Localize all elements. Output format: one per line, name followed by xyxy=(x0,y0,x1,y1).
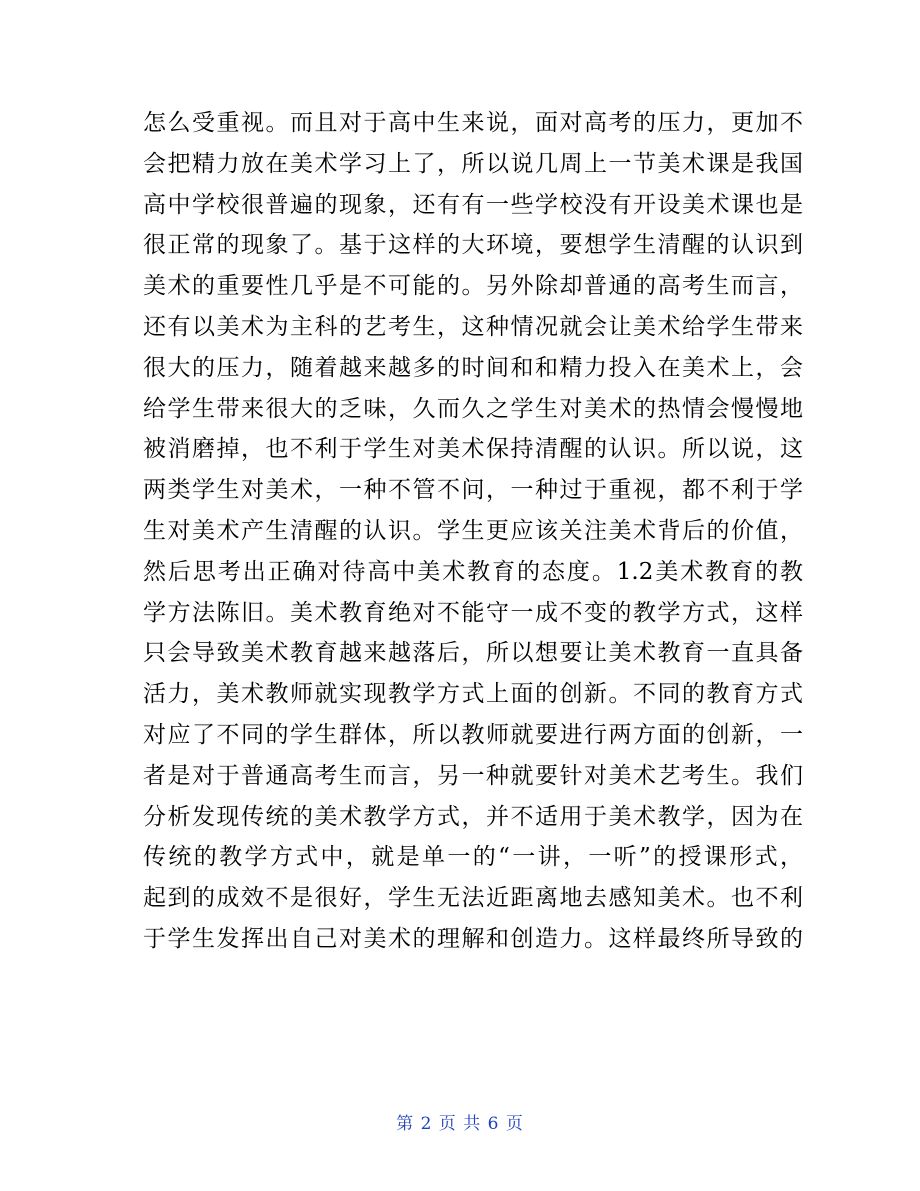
text-line: 美术的重要性几乎是不可能的。另外除却普通的高考生而言， xyxy=(143,273,803,300)
text-line: 还有以美术为主科的艺考生，这种情况就会让美术给学生带来 xyxy=(143,313,803,340)
text-line: 两类学生对美术，一种不管不问，一种过于重视，都不利于学 xyxy=(143,477,803,504)
text-line: 很大的压力，随着越来越多的时间和和精力投入在美术上，会 xyxy=(143,354,803,381)
text-line: 于学生发挥出自己对美术的理解和创造力。这样最终所导致的 xyxy=(143,925,803,952)
text-line: 高中学校很普遍的现象，还有有一些学校没有开设美术课也是 xyxy=(143,191,803,218)
text-line: 学方法陈旧。美术教育绝对不能守一成不变的教学方式，这样 xyxy=(143,599,803,626)
text-line: 活力，美术教师就实现教学方式上面的创新。不同的教育方式 xyxy=(143,681,803,708)
text-line: 传统的教学方式中，就是单一的“一讲，一听”的授课形式， xyxy=(143,844,803,871)
text-line: 很正常的现象了。基于这样的大环境，要想学生清醒的认识到 xyxy=(143,232,803,259)
text-line: 怎么受重视。而且对于高中生来说，面对高考的压力，更加不 xyxy=(143,110,803,136)
text-line: 给学生带来很大的乏味，久而久之学生对美术的热情会慢慢地 xyxy=(143,395,803,422)
text-line: 生对美术产生清醒的认识。学生更应该关注美术背后的价值， xyxy=(143,517,803,544)
text-line: 然后思考出正确对待高中美术教育的态度。1.2美术教育的教 xyxy=(143,558,803,585)
text-line: 被消磨掉，也不利于学生对美术保持清醒的认识。所以说，这 xyxy=(143,436,803,463)
page-number-footer: 第 2 页 共 6 页 xyxy=(396,1114,524,1134)
text-line: 分析发现传统的美术教学方式，并不适用于美术教学，因为在 xyxy=(143,803,803,830)
body-text xyxy=(143,103,803,960)
text-line: 只会导致美术教育越来越落后，所以想要让美术教育一直具备 xyxy=(143,640,803,667)
text-line: 起到的成效不是很好，学生无法近距离地去感知美术。也不利 xyxy=(143,885,803,912)
text-line: 者是对于普通高考生而言，另一种就要针对美术艺考生。我们 xyxy=(143,762,803,789)
text-line: 对应了不同的学生群体，所以教师就要进行两方面的创新，一 xyxy=(143,721,803,748)
text-line: 会把精力放在美术学习上了，所以说几周上一节美术课是我国 xyxy=(143,150,803,177)
